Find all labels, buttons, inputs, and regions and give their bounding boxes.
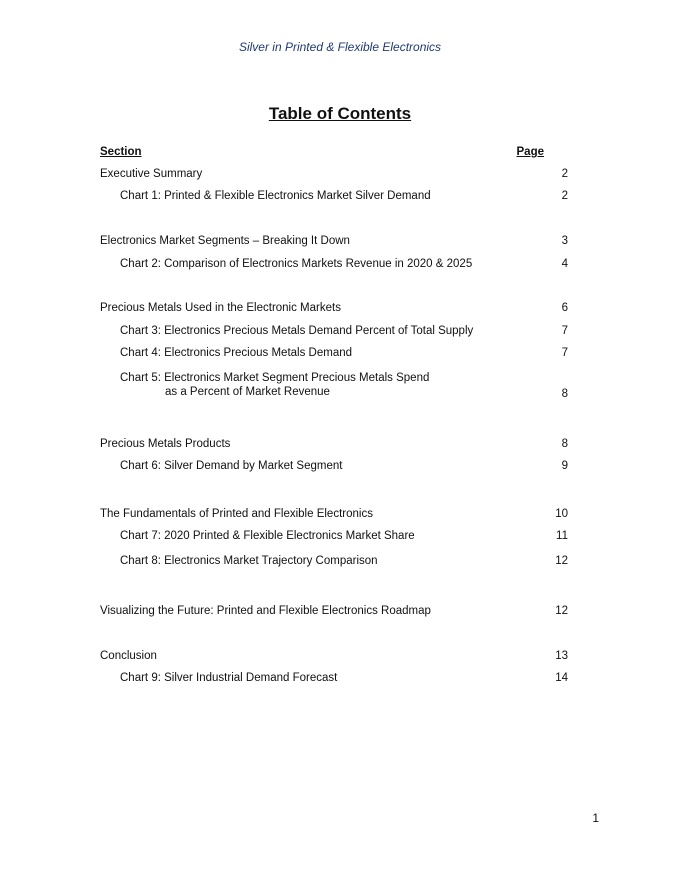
toc-entry-label: Conclusion — [100, 650, 157, 662]
toc-entry-label: Visualizing the Future: Printed and Flexible Electronics Roadmap — [100, 605, 431, 617]
toc-entry-label: The Fundamentals of Printed and Flexible Electronics — [100, 508, 373, 520]
toc-entry-label-line2: as a Percent of Market Revenue — [165, 386, 330, 398]
toc-entry-label: Chart 6: Silver Demand by Market Segment — [120, 460, 343, 472]
toc-entry-label: Chart 2: Comparison of Electronics Markets Revenue in 2020 & 2025 — [120, 258, 473, 270]
toc-entry-page: 14 — [555, 672, 568, 684]
toc-entry-page: 2 — [561, 168, 568, 180]
toc-chart-entry[interactable] — [100, 372, 568, 406]
toc-entry-page: 9 — [561, 460, 568, 472]
toc-entry-label: Chart 8: Electronics Market Trajectory Comparison — [120, 555, 378, 567]
toc-entry-page: 11 — [556, 530, 568, 542]
toc-entry-page: 8 — [561, 438, 568, 450]
toc-entry-page: 8 — [561, 388, 568, 400]
toc-entry-page: 7 — [561, 347, 568, 359]
toc-entry-page: 7 — [561, 325, 568, 337]
page-column-header: Page — [516, 146, 544, 158]
toc-entry-page: 10 — [555, 508, 568, 520]
toc-entry-label: Chart 1: Printed & Flexible Electronics Market Silver Demand — [120, 190, 431, 202]
toc-entry-label: Chart 7: 2020 Printed & Flexible Electronics Market Share — [120, 530, 415, 542]
toc-entry-label: Electronics Market Segments – Breaking It Down — [100, 235, 350, 247]
toc-entry-label-line1: Chart 5: Electronics Market Segment Precious Metals Spend — [120, 372, 430, 384]
section-column-header: Section — [100, 146, 142, 158]
running-header: Silver in Printed & Flexible Electronics — [238, 40, 442, 54]
toc-entry-page: 4 — [561, 258, 568, 270]
toc-entry-label: Precious Metals Used in the Electronic Markets — [100, 302, 341, 314]
toc-entry-page: 12 — [555, 555, 568, 567]
toc-entry-label: Executive Summary — [100, 168, 203, 180]
toc-entry-page: 12 — [555, 605, 568, 617]
page-number: 1 — [592, 811, 599, 825]
toc-entry-label: Chart 4: Electronics Precious Metals Demand — [120, 347, 353, 359]
toc-entry-label: Chart 3: Electronics Precious Metals Demand Percent of Total Supply — [120, 325, 474, 337]
toc-entry-label — [120, 372, 429, 398]
toc-entry-page: 2 — [561, 190, 568, 202]
toc-entry-page: 3 — [561, 235, 568, 247]
toc-entry-label: Chart 9: Silver Industrial Demand Forecast — [120, 672, 338, 684]
toc-entry-page: 6 — [561, 302, 568, 314]
toc-entry-label: Precious Metals Products — [100, 438, 231, 450]
toc-entry-page: 13 — [555, 650, 568, 662]
page-title: Table of Contents — [268, 104, 412, 123]
